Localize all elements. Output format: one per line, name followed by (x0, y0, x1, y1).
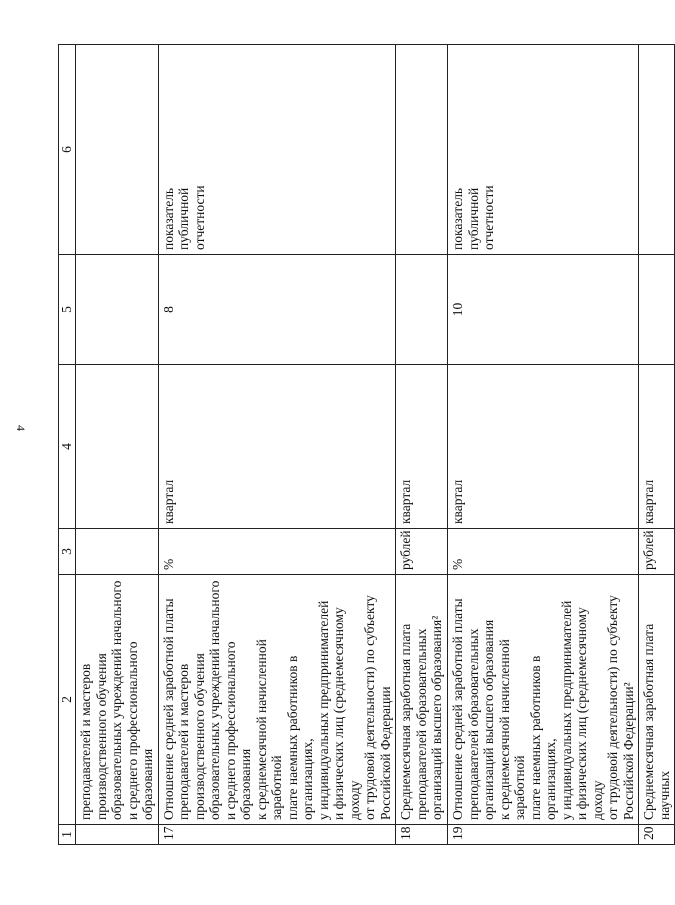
column-header-4: 4 (59, 365, 76, 529)
page-number: 4 (14, 425, 28, 431)
row-number: 18 (396, 825, 448, 845)
column-header-1: 1 (59, 825, 76, 845)
table-row (448, 45, 639, 845)
table-row (396, 45, 448, 845)
period-cell: квартал (448, 365, 639, 529)
note-cell (76, 45, 159, 255)
table-row (76, 45, 159, 845)
unit-cell: % (448, 529, 639, 575)
unit-cell: % (158, 529, 396, 575)
term-cell (76, 255, 159, 365)
note-cell: показатель публичной отчетности (448, 45, 639, 255)
row-number (76, 825, 159, 845)
indicator-name: Отношение средней заработной платы преподавателей и мастеров производственного обучения образовательных учреждений начального и среднего профессионального образования к среднемесячной начисленной заработной плате наемных работников в организациях, у индивидуальных предпринимателей и физических лиц (среднемесячному доходу от трудовой деятельности) по субъекту Российской Федерации (158, 575, 396, 825)
column-header-6: 6 (59, 45, 76, 255)
indicator-name: преподавателей и мастеров производственного обучения образовательных учреждений начального и среднего профессионального образования (76, 575, 159, 825)
unit-cell: рублей (396, 529, 448, 575)
row-number: 19 (448, 825, 639, 845)
indicator-name: Среднемесячная заработная плата научных (639, 575, 675, 825)
table-row (639, 45, 675, 845)
note-cell: показатель публичной отчетности (158, 45, 396, 255)
rotated-table-container (58, 45, 672, 845)
unit-cell: рублей (639, 529, 675, 575)
column-header-3: 3 (59, 529, 76, 575)
period-cell: квартал (639, 365, 675, 529)
note-cell (396, 45, 448, 255)
term-cell: 8 (158, 255, 396, 365)
column-header-5: 5 (59, 255, 76, 365)
period-cell (76, 365, 159, 529)
column-header-2: 2 (59, 575, 76, 825)
indicator-name: Среднемесячная заработная плата преподавателей образовательных организаций высшего образования² (396, 575, 448, 825)
header-row (59, 45, 76, 845)
row-number: 20 (639, 825, 675, 845)
term-cell (639, 255, 675, 365)
row-number: 17 (158, 825, 396, 845)
term-cell (396, 255, 448, 365)
period-cell: квартал (158, 365, 396, 529)
indicator-name: Отношение средней заработной платы преподавателей образовательных организаций высшего образования к среднемесячной начисленной заработной плате наемных работников в организациях, у индивидуальных предпринимателей и физических лиц (среднемесячному доходу от трудовой деятельности) по субъекту Российской Федерации² (448, 575, 639, 825)
statistics-table (58, 44, 675, 845)
period-cell: квартал (396, 365, 448, 529)
note-cell (639, 45, 675, 255)
term-cell: 10 (448, 255, 639, 365)
unit-cell (76, 529, 159, 575)
table-row (158, 45, 396, 845)
